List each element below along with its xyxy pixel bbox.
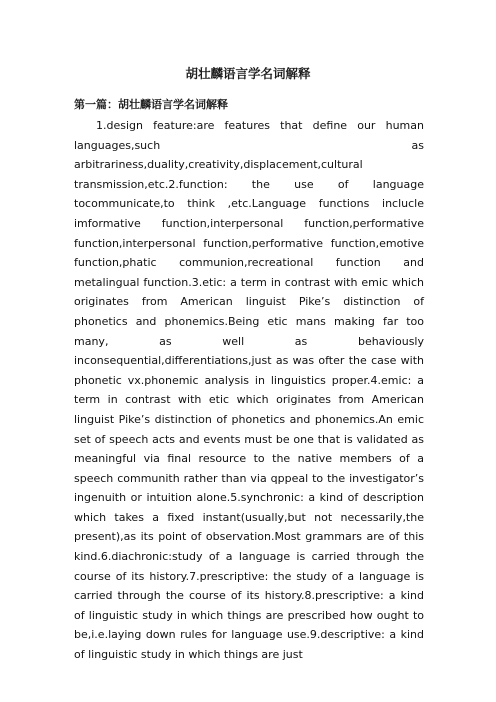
section-heading: 第一篇：胡壮麟语言学名词解释 [74,98,228,111]
document-title: 胡壮麟语言学名词解释 [185,66,311,81]
body-paragraph: 1.design feature:are features that define our human languages,such as arbitrariness,duality,creativity,displacement,cultural transmission,etc.2.function: the use of language tocommunicate,to think ,etc.Language functions inclucle imformative function,interpersonal function,performative function,interpersonal function,performative function,emotive function,phatic communion,recreational function and metalingual function.3.etic: a term in contrast with emic which originates from American linguist Pike’s distinction of phonetics and phonemics.Being etic mans making far too many, as well as behaviously inconsequential,differentiations,just as was ofter the case with phonetic vx.phonemic analysis in linguistics proper.4.emic: a term in contrast with etic which originates from American linguist Pike’s distinction of phonetics and phonemics.An emic set of speech acts and events must be one that is validated as meaningful via final resource to the native members of a speech communith rather than via qppeal to the investigator’s ingenuith or intuition alone.5.synchronic: a kind of description which takes a fixed instant(usually,but not necessarily,the present),as its point of observation.Most grammars are of this kind.6.diachronic:study of a language is carried through the course of its history.7.prescriptive: the study of a language is carried through the course of its history.8.prescriptive: a kind of linguistic study in which things are prescribed how ought to be,i.e.laying down rules for language use.9.descriptive: a kind of linguistic study in which things are just [74,119,424,662]
